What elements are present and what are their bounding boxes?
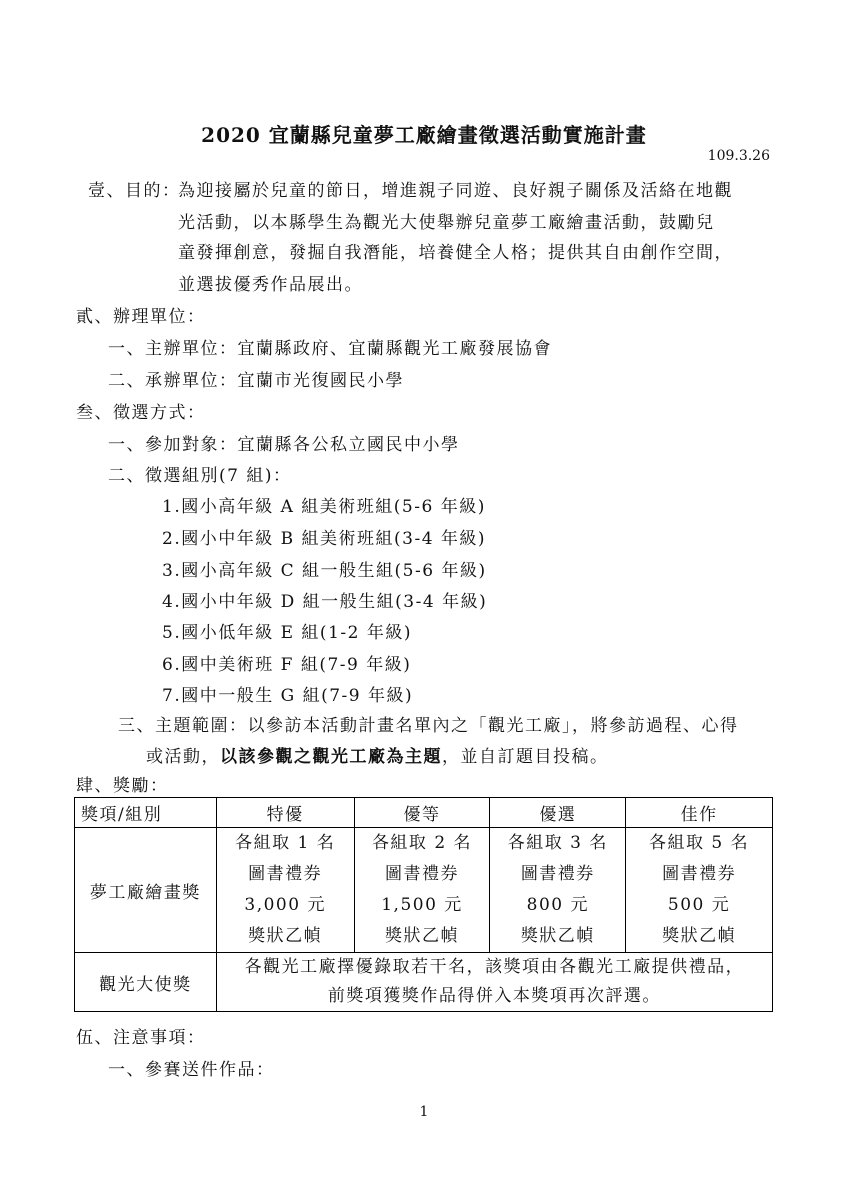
purpose-label: 壹、目的：: [88, 181, 181, 201]
theme-line-2: [146, 742, 609, 767]
award-certificate: 獎狀乙幀: [520, 926, 595, 946]
award-certificate: 獎狀乙幀: [385, 926, 459, 946]
group-item: 4.國小中年級 D 組一般生組(3-4 年級): [162, 592, 488, 612]
award-certificate: 獎狀乙幀: [662, 926, 737, 946]
award-amount: 500 元: [667, 895, 731, 915]
dream-award-row: [75, 828, 773, 953]
award-certificate: 獎狀乙幀: [248, 926, 323, 946]
dream-honorable-cell: [626, 828, 773, 953]
organizer-executor: 二、承辦單位：宜蘭市光復國民小學: [108, 371, 404, 391]
award-quota: 各組取 1 名: [235, 833, 336, 853]
theme-line-2-post: ，並自訂題目投稿。: [442, 747, 609, 767]
ambassador-award-label: 觀光大使獎: [75, 953, 217, 1012]
awards-table: [74, 797, 773, 1012]
selection-groups-heading: 二、徵選組別(7 組)：: [108, 466, 292, 486]
purpose-line-4: 並選拔優秀作品展出。: [178, 275, 363, 295]
header-superior: 優選: [490, 798, 626, 828]
notes-heading: 伍、注意事項：: [76, 1028, 206, 1048]
theme-line-2-pre: 或活動，: [146, 747, 220, 767]
document-date: 109.3.26: [707, 148, 770, 164]
award-prize-type: 圖書禮券: [662, 864, 737, 884]
awards-heading: 肆、獎勵：: [76, 776, 169, 796]
award-amount: 800 元: [526, 895, 589, 915]
selection-heading: 叁、徵選方式：: [76, 403, 206, 423]
group-item: 3.國小高年級 C 組一般生組(5-6 年級): [162, 561, 487, 581]
ambassador-award-row: [75, 953, 773, 1012]
award-amount: 3,000 元: [244, 895, 326, 915]
ambassador-line-2: 前獎項獲獎作品得併入本獎項再次評選。: [327, 986, 661, 1006]
theme-emphasis: 以該參觀之觀光工廠為主題: [220, 747, 442, 767]
header-special: 特優: [216, 798, 354, 828]
notes-item-1: 一、參賽送件作品：: [108, 1060, 275, 1080]
purpose-line-2: 光活動，以本縣學生為觀光大使舉辦兒童夢工廠繪畫活動，鼓勵兒: [178, 213, 715, 233]
award-quota: 各組取 3 名: [507, 833, 608, 853]
purpose-line-1: 為迎接屬於兒童的節日，增進親子同遊、良好親子關係及活絡在地觀: [178, 181, 733, 201]
award-quota: 各組取 2 名: [371, 833, 473, 853]
dream-award-label: 夢工廠繪畫獎: [75, 828, 217, 953]
organizers-heading: 貳、辦理單位：: [76, 307, 206, 327]
award-prize-type: 圖書禮券: [520, 864, 595, 884]
header-honorable: 佳作: [626, 798, 773, 828]
group-item: 6.國中美術班 F 組(7-9 年級): [162, 655, 412, 675]
document-title: 2020 宜蘭縣兒童夢工廠繪畫徵選活動實施計畫: [201, 123, 647, 147]
group-item: 7.國中一般生 G 組(7-9 年級): [162, 686, 414, 706]
dream-special-cell: [216, 828, 354, 953]
group-item: 2.國小中年級 B 組美術班組(3-4 年級): [162, 529, 487, 549]
ambassador-award-description: [216, 953, 772, 1012]
award-quota: 各組取 5 名: [649, 833, 750, 853]
purpose-line-3: 童發揮創意，發掘自我潛能，培養健全人格；提供其自由創作空間，: [178, 243, 733, 263]
award-prize-type: 圖書禮券: [385, 864, 459, 884]
group-item: 1.國小高年級 A 組美術班組(5-6 年級): [162, 497, 486, 517]
selection-participants: 一、參加對象：宜蘭縣各公私立國民中小學: [108, 435, 460, 455]
award-prize-type: 圖書禮券: [248, 864, 323, 884]
header-excellent: 優等: [354, 798, 490, 828]
group-item: 5.國小低年級 E 組(1-2 年級): [162, 623, 412, 643]
organizer-host: 一、主辦單位：宜蘭縣政府、宜蘭縣觀光工廠發展協會: [108, 339, 552, 359]
header-category: 獎項/組別: [75, 798, 217, 828]
award-amount: 1,500 元: [381, 895, 463, 915]
dream-superior-cell: [490, 828, 626, 953]
awards-header-row: [75, 798, 773, 828]
theme-line-1: 三、主題範圍：以參訪本活動計畫名單內之「觀光工廠」，將參訪過程、心得: [118, 716, 739, 736]
dream-excellent-cell: [354, 828, 490, 953]
ambassador-line-1: 各觀光工廠擇優錄取若干名，該獎項由各觀光工廠提供禮品，: [244, 957, 745, 977]
page-number: 1: [419, 1104, 429, 1120]
